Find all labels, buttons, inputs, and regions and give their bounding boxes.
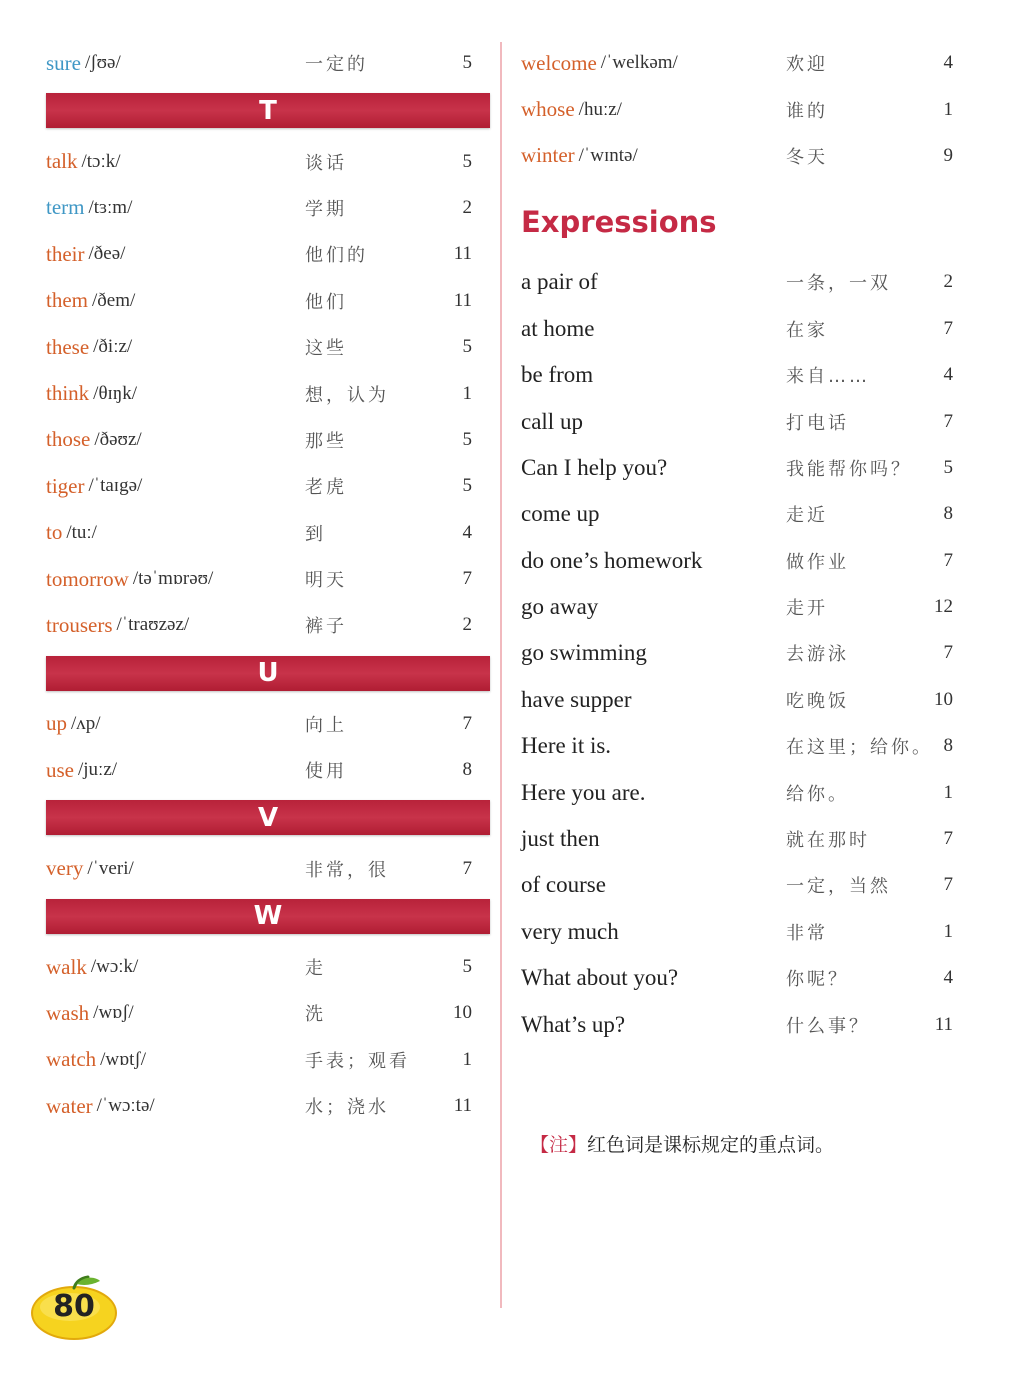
headword: tiger	[46, 473, 85, 498]
chinese-meaning: 打电话	[786, 412, 849, 434]
unit-number: 9	[943, 144, 953, 166]
phonetic: /tɔːk/	[81, 150, 121, 172]
phonetic: /huːz/	[578, 98, 622, 120]
unit-number: 4	[943, 52, 953, 74]
unit-number: 11	[453, 243, 472, 265]
headword: use	[46, 757, 74, 782]
unit-number: 11	[453, 1095, 472, 1117]
unit-number: 5	[462, 52, 472, 74]
chinese-meaning: 一定，当然	[786, 876, 891, 898]
headword: trousers	[46, 612, 113, 637]
expression-text: of course	[521, 872, 606, 898]
letter-banner-v	[46, 800, 490, 835]
chinese-meaning: 到	[305, 523, 326, 545]
page-number: 80	[53, 1289, 95, 1324]
unit-number: 5	[462, 150, 472, 172]
unit-number: 7	[943, 874, 953, 896]
chinese-meaning: 一定的	[305, 54, 368, 76]
expression-text: a pair of	[521, 269, 598, 295]
expression-row	[521, 306, 957, 352]
unit-number: 7	[943, 317, 953, 339]
unit-number: 8	[943, 503, 953, 525]
expression-row	[521, 445, 957, 491]
vocab-row	[46, 40, 490, 86]
vocab-row	[46, 701, 490, 747]
chinese-meaning: 谁的	[786, 100, 828, 122]
phonetic: /ðeə/	[88, 243, 126, 265]
phonetic: /tuː/	[66, 521, 97, 543]
chinese-meaning: 老虎	[305, 477, 347, 499]
unit-number: 7	[462, 712, 472, 734]
vocab-row	[46, 231, 490, 277]
vocab-row	[46, 1037, 490, 1083]
unit-number: 12	[934, 596, 953, 618]
expression-row	[521, 584, 957, 630]
headword: watch	[46, 1047, 97, 1072]
chinese-meaning: 水；浇水	[305, 1097, 389, 1119]
unit-number: 1	[462, 1048, 472, 1070]
chinese-meaning: 吃晚饭	[786, 690, 849, 712]
vocab-row	[46, 556, 490, 602]
chinese-meaning: 欢迎	[786, 54, 828, 76]
phonetic: /ˈwelkəm/	[600, 52, 678, 74]
unit-number: 5	[943, 456, 953, 478]
letter-heading: U	[257, 658, 279, 689]
vocab-row	[46, 138, 490, 184]
chinese-meaning: 来自……	[786, 366, 870, 388]
headword: whose	[521, 97, 575, 122]
letter-heading: W	[253, 901, 283, 932]
chinese-meaning: 裤子	[305, 616, 347, 638]
unit-number: 1	[462, 382, 472, 404]
vocab-row	[46, 324, 490, 370]
vocab-row	[46, 1083, 490, 1129]
chinese-meaning: 做作业	[786, 551, 849, 573]
expression-row	[521, 723, 957, 769]
vocab-row	[46, 747, 490, 793]
phonetic: /wɒʃ/	[93, 1002, 134, 1024]
expression-row	[521, 630, 957, 676]
headword: very	[46, 856, 84, 881]
vocab-row	[46, 463, 490, 509]
chinese-meaning: 去游泳	[786, 644, 849, 666]
phonetic: /tɜːm/	[88, 196, 133, 218]
expression-text: What about you?	[521, 965, 679, 991]
phonetic: /ðem/	[92, 289, 136, 311]
vocab-row	[46, 845, 490, 891]
phonetic: /ˈtraʊzəz/	[116, 614, 190, 636]
unit-number: 7	[462, 568, 472, 590]
chinese-meaning: 学期	[305, 198, 347, 220]
note-text: 红色词是课标规定的重点词。	[587, 1134, 835, 1156]
expression-text: very much	[521, 918, 619, 944]
vocab-row	[46, 602, 490, 648]
expression-text: Here it is.	[521, 733, 612, 759]
expression-text: be from	[521, 362, 594, 388]
phonetic: /wɒtʃ/	[100, 1048, 146, 1070]
unit-number: 4	[943, 364, 953, 386]
chinese-meaning: 你呢？	[786, 969, 849, 991]
vocab-row	[46, 510, 490, 556]
letter-heading: V	[257, 802, 279, 833]
headword: wash	[46, 1000, 90, 1025]
vocab-row	[46, 990, 490, 1036]
phonetic: /ˈwɔːtə/	[96, 1095, 155, 1117]
chinese-meaning: 非常	[786, 922, 828, 944]
phonetic: /juːz/	[78, 759, 118, 781]
expression-row	[521, 769, 957, 815]
expression-row	[521, 816, 957, 862]
expression-text: at home	[521, 315, 595, 341]
chinese-meaning: 向上	[305, 714, 347, 736]
headword: those	[46, 427, 91, 452]
letter-banner-w	[46, 899, 490, 934]
expression-row	[521, 398, 957, 444]
headword: term	[46, 195, 85, 220]
letter-heading: T	[259, 95, 277, 126]
chinese-meaning: 使用	[305, 761, 347, 783]
unit-number: 7	[943, 549, 953, 571]
unit-number: 11	[453, 289, 472, 311]
unit-number: 8	[943, 735, 953, 757]
chinese-meaning: 这些	[305, 338, 347, 360]
chinese-meaning: 想，认为	[305, 384, 389, 406]
expression-text: come up	[521, 501, 600, 527]
chinese-meaning: 在家	[786, 319, 828, 341]
unit-number: 2	[943, 271, 953, 293]
phonetic: /təˈmɒrəʊ/	[132, 568, 214, 590]
chinese-meaning: 那些	[305, 430, 347, 452]
expression-text: call up	[521, 408, 583, 434]
expression-text: Here you are.	[521, 779, 646, 805]
unit-number: 5	[462, 956, 472, 978]
unit-number: 7	[943, 410, 953, 432]
right-column	[521, 40, 957, 1048]
expression-row	[521, 538, 957, 584]
vocab-row	[46, 278, 490, 324]
phonetic: /ðiːz/	[93, 336, 133, 358]
chinese-meaning: 洗	[305, 1004, 326, 1026]
unit-number: 8	[462, 759, 472, 781]
unit-number: 1	[943, 98, 953, 120]
vocab-row	[46, 370, 490, 416]
headword: welcome	[521, 50, 597, 75]
headword: walk	[46, 954, 87, 979]
expression-row	[521, 259, 957, 305]
chinese-meaning: 在这里；给你。	[786, 737, 933, 759]
headword: think	[46, 381, 90, 406]
unit-number: 2	[462, 614, 472, 636]
unit-number: 1	[943, 781, 953, 803]
left-column	[46, 40, 490, 1129]
chinese-meaning: 手表；观看	[305, 1050, 410, 1072]
chinese-meaning: 一条，一双	[786, 273, 891, 295]
unit-number: 11	[934, 1013, 953, 1035]
vocab-row	[521, 86, 957, 132]
headword: talk	[46, 149, 78, 174]
phonetic: /ʌp/	[71, 712, 101, 734]
expression-row	[521, 677, 957, 723]
expression-text: just then	[521, 826, 600, 852]
unit-number: 2	[462, 196, 472, 218]
column-divider	[500, 42, 502, 1308]
phonetic: /ˈveri/	[87, 857, 134, 879]
unit-number: 1	[943, 920, 953, 942]
expression-text: go swimming	[521, 640, 647, 666]
headword: winter	[521, 143, 575, 168]
letter-banner-u	[46, 656, 490, 691]
expression-row	[521, 955, 957, 1001]
unit-number: 4	[943, 967, 953, 989]
phonetic: /ˈwɪntə/	[578, 144, 638, 166]
headword: these	[46, 334, 90, 359]
expression-text: go away	[521, 594, 599, 620]
chinese-meaning: 他们的	[305, 245, 368, 267]
chinese-meaning: 我能帮你吗？	[786, 458, 912, 480]
vocab-row	[46, 417, 490, 463]
headword: to	[46, 520, 63, 545]
unit-number: 5	[462, 428, 472, 450]
chinese-meaning: 走开	[786, 598, 828, 620]
unit-number: 5	[462, 336, 472, 358]
unit-number: 4	[462, 521, 472, 543]
vocab-row	[521, 133, 957, 179]
phonetic: /ˈtaɪgə/	[88, 475, 143, 497]
expression-row	[521, 862, 957, 908]
page-number-badge	[30, 1275, 118, 1341]
headword: tomorrow	[46, 566, 129, 591]
expression-row	[521, 1001, 957, 1047]
phonetic: /ʃʊə/	[85, 52, 121, 74]
vocab-row	[46, 944, 490, 990]
note-tag: 【注】	[530, 1134, 588, 1156]
chinese-meaning: 他们	[305, 291, 347, 313]
letter-banner-t	[46, 93, 490, 128]
unit-number: 7	[462, 857, 472, 879]
chinese-meaning: 谈话	[305, 152, 347, 174]
chinese-meaning: 冬天	[786, 146, 828, 168]
unit-number: 7	[943, 828, 953, 850]
chinese-meaning: 就在那时	[786, 830, 870, 852]
vocab-row	[521, 40, 957, 86]
headword: up	[46, 711, 67, 736]
headword: water	[46, 1093, 93, 1118]
expression-text: Can I help you?	[521, 454, 668, 480]
expression-text: do one’s homework	[521, 547, 703, 573]
unit-number: 5	[462, 475, 472, 497]
headword: them	[46, 288, 88, 313]
expression-text: What’s up?	[521, 1011, 626, 1037]
chinese-meaning: 非常，很	[305, 859, 389, 881]
phonetic: /ðəʊz/	[94, 428, 142, 450]
expressions-heading: Expressions	[521, 205, 717, 240]
expression-row	[521, 352, 957, 398]
headword: their	[46, 241, 85, 266]
unit-number: 7	[943, 642, 953, 664]
unit-number: 10	[934, 688, 953, 710]
chinese-meaning: 什么事？	[786, 1015, 870, 1037]
phonetic: /wɔːk/	[90, 956, 139, 978]
headword: sure	[46, 50, 81, 75]
phonetic: /θɪŋk/	[93, 382, 138, 404]
chinese-meaning: 明天	[305, 570, 347, 592]
unit-number: 10	[453, 1002, 472, 1024]
vocab-row	[46, 185, 490, 231]
chinese-meaning: 走	[305, 958, 326, 980]
footnote	[530, 1130, 834, 1157]
expression-row	[521, 909, 957, 955]
expression-row	[521, 491, 957, 537]
expression-text: have supper	[521, 686, 632, 712]
chinese-meaning: 走近	[786, 505, 828, 527]
chinese-meaning: 给你。	[786, 783, 849, 805]
